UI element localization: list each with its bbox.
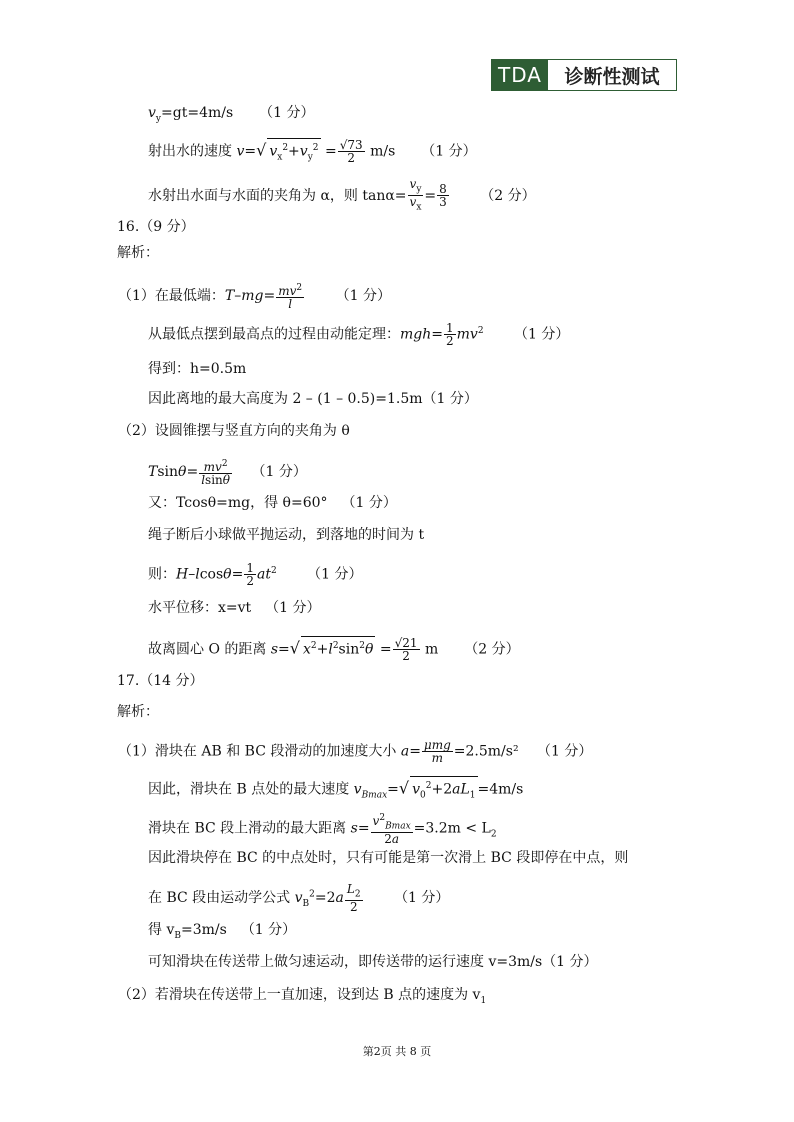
speed-line: 射出水的速度 v=√ $v_x^2+v_y^2$ = $\frac{√73}{2}$ m/s （1 分） [148, 138, 477, 166]
q17-p1-kin: 在 BC 段由运动学公式 $v_B^2=2a$ $\frac{L_2}{2}$ （1 分） [148, 882, 450, 915]
q17-p1-mid: 因此滑块停在 BC 的中点处时，只有可能是第一次滑上 BC 段即停在中点，则 [148, 850, 629, 866]
q17-p1-vb: 得 $v_B=3m/s$ （1 分） [148, 922, 297, 941]
q17-jiexi: 解析： [117, 704, 159, 720]
q16-p2-eq1: Tsinθ= $\frac{mv^2}{lsin\theta}$ （1 分） [148, 459, 307, 487]
q17-p2: （2）若滑块在传送带上一直加速，设到达 B 点的速度为 $v_1$ [118, 987, 487, 1006]
tda-logo [491, 59, 677, 91]
q16-p2-eq2: 又：Tcosθ=mg，得 θ=60° （1 分） [148, 495, 397, 511]
q16-p2-break: 绳子断后小球做平抛运动，到落地的时间为 t [148, 527, 425, 543]
page-footer: 第2页 共 8 页 [362, 1045, 432, 1058]
q16-p1-get: 得到：h=0.5m [148, 361, 247, 377]
q16-p2-horiz: 水平位移：x=vt （1 分） [148, 600, 321, 616]
q16-p2-dist: 故离圆心 O 的距离 s=√ $x^2+l^2\sin^2\theta$ = $\frac{√21}{2}$ m （2 分） [148, 636, 520, 664]
vy-line: $v_y=gt=4m/s$ （1 分） [148, 105, 315, 124]
angle-line: 水射出水面与水面的夹角为 α，则 tanα= $\frac{v_y}{v_x}$ = $\frac{8}{3}$ （2 分） [148, 177, 536, 213]
q16-p1-height: 因此离地的最大高度为 2 – (1 – 0.5)=1.5m（1 分） [148, 391, 478, 407]
q16-p2-then: 则：H–lcosθ= $\frac{1}{2}$ $at^2$ （1 分） [148, 561, 363, 589]
logo-title: 诊断性测试 [564, 65, 660, 88]
q17-p1-belt: 可知滑块在传送带上做匀速运动，即传送带的运行速度 v=3m/s（1 分） [148, 954, 598, 970]
q16-jiexi: 解析： [117, 245, 159, 261]
logo-tda: TDA [492, 60, 548, 90]
q16-p2-label: （2）设圆锥摆与竖直方向的夹角为 θ [118, 423, 350, 439]
q17-p1-vmax: 因此，滑块在 B 点处的最大速度 $v_{Bmax}=√$ $v_0^2+2aL_1 =4m/s$ [148, 776, 523, 804]
q16-p1-energy: 从最低点摆到最高点的过程由动能定理：mgh= $\frac{1}{2}$ $mv^2$ （1 分） [148, 321, 570, 349]
q16-heading: 16.（9 分） [117, 219, 195, 235]
q17-heading: 17.（14 分） [117, 673, 204, 689]
q16-p1-tension: （1）在最低端：T–mg= $\frac{mv^2}{l}$ （1 分） [118, 283, 391, 311]
q17-p1-smax: 滑块在 BC 段上滑动的最大距离 s= $\frac{v^2_{Bmax}}{2a}$ $=3.2m < L_2$ [148, 813, 497, 847]
q17-p1-acc: （1）滑块在 AB 和 BC 段滑动的加速度大小 a= $\frac{\text{μmg}}{m}$ =2.5m/s² （1 分） [118, 738, 593, 765]
